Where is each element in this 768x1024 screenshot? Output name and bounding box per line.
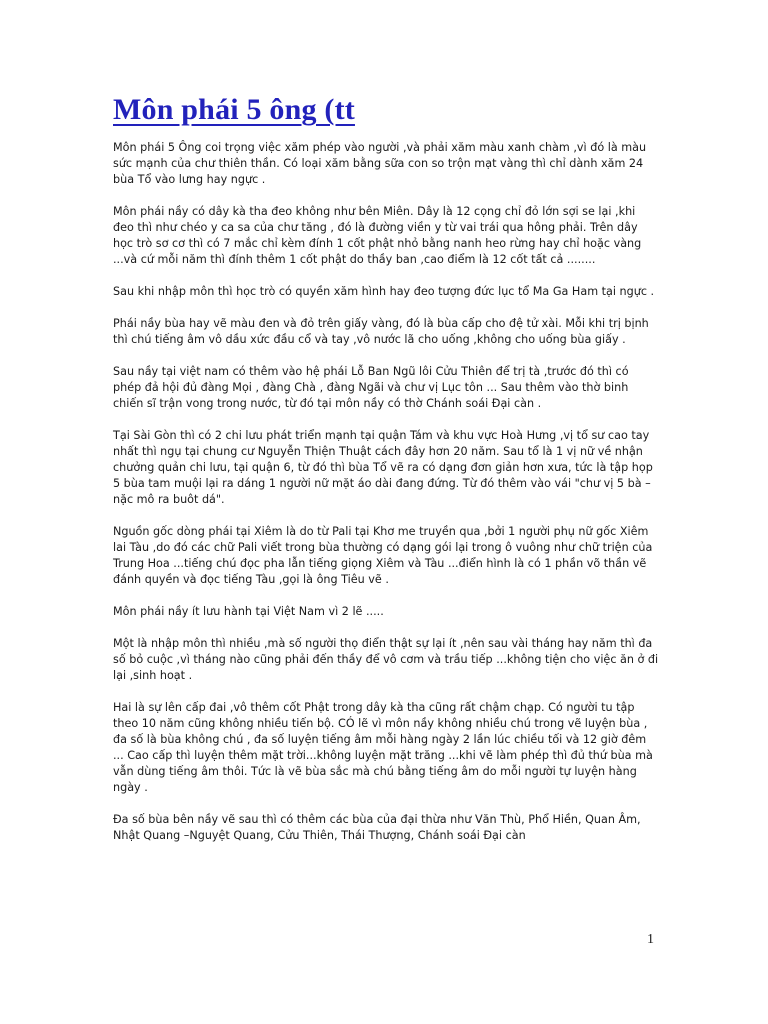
- document-body: [113, 140, 659, 860]
- paragraph: Phái nầy bùa hay vẽ màu đen và đỏ trên giấy vàng, đó là bùa cấp cho đệ tử xài. Mỗi khi trị bịnh thì chú tiếng âm vô dầu xức đầu cổ và tay ,vô nước lã cho uống ,không cho uống bùa giấy .: [113, 317, 649, 346]
- document-title: Môn phái 5 ông (tt: [113, 93, 355, 126]
- paragraph: Hai là sự lên cấp đai ,vô thêm cốt Phật trong dây kà tha cũng rất chậm chạp. Có người tu tập theo 10 năm cũng không nhiều tiến bộ. CÓ lẽ vì môn nầy không nhiều chú trong vẽ luyện bùa , đa số là bùa không chú , đa số luyện tiếng âm mỗi hàng ngày 2 lần lúc chiều tối và 12 giờ đêm ... Cao cấp thì luyện thêm mặt trời...không luyện mặt trăng ...khi vẽ làm phép thì đủ thứ bùa mà vẫn dùng tiếng âm thôi. Tức là vẽ bùa sắc mà chú bằng tiếng âm do mỗi người tự luyện hàng ngày .: [113, 701, 653, 794]
- paragraph: Đa số bùa bên nầy vẽ sau thì có thêm các bùa của đại thừa như Văn Thù, Phổ Hiền, Quan Âm, Nhật Quang –Nguyệt Quang, Cửu Thiên, Thái Thượng, Chánh soái Đại càn: [113, 813, 641, 842]
- page-number: 1: [647, 932, 654, 947]
- paragraph: Sau nầy tại việt nam có thêm vào hệ phái Lỗ Ban Ngũ lôi Cửu Thiên để trị tà ,trước đó thì có phép đả hội đủ đàng Mọi , đàng Chà , đàng Ngãi và chư vị Lục tôn ... Sau thêm vào thờ binh chiến sĩ trận vong trong nước, từ đó tại môn nầy có thờ Chánh soái Đại càn .: [113, 365, 629, 410]
- paragraph: Một là nhập môn thì nhiều ,mà số người thọ điển thật sự lại ít ,nên sau vài tháng hay năm thì đa số bỏ cuộc ,vì tháng nào cũng phải đến thầy để vô cơm và trầu tiếp ...không tiện cho việc ăn ở đi lại ,sinh hoạt .: [113, 637, 659, 682]
- paragraph: Nguồn gốc dòng phái tại Xiêm là do từ Pali tại Khơ me truyền qua ,bởi 1 người phụ nữ gốc Xiêm lai Tàu ,do đó các chữ Pali viết trong bùa thường có dạng gói lại trong ô vuông như chữ triện của Trung Hoa ...tiếng chú đọc pha lẫn tiếng giọng Xiêm và Tàu ...điển hình là có 1 phần võ thần vẽ đánh quyền và đọc tiếng Tàu ,gọi là ông Tiêu vẽ .: [113, 525, 653, 586]
- paragraph: Môn phái nầy có dây kà tha đeo không như bên Miên. Dây là 12 cọng chỉ đỏ lớn sợi se lại ,khi đeo thì như chéo y ca sa của chư tăng , đó là đường viền y từ vai trái qua hông phải. Trên dây học trò sơ cơ thì có 7 mắc chỉ kèm đính 1 cốt phật nhỏ bằng nanh heo rừng hay chỉ hoặc vàng ...và cứ mỗi năm thì đính thêm 1 cốt phật do thầy ban ,cao điểm là 12 cốt tất cả ........: [113, 205, 642, 266]
- paragraph: Sau khi nhập môn thì học trò có quyền xăm hình hay đeo tượng đức lục tổ Ma Ga Ham tại ngực .: [113, 285, 655, 298]
- paragraph: Môn phái 5 Ông coi trọng việc xăm phép vào người ,và phải xăm màu xanh chàm ,vì đó là màu sức mạnh của chư thiên thần. Có loại xăm bằng sữa con so trộn mạt vàng thì chỉ dành xăm 24 bùa Tổ vào lưng hay ngực .: [113, 141, 647, 186]
- paragraph: Tại Sài Gòn thì có 2 chi lưu phát triển mạnh tại quận Tám và khu vực Hoà Hưng ,vị tổ sư cao tay nhất thì ngụ tại chung cư Nguyễn Thiện Thuật cách đây hơn 20 năm. Sau tổ là 1 vị nữ về nhận chưởng quản chi lưu, tại quận 6, từ đó thì bùa Tổ vẽ ra có dạng đơn giản hơn xưa, tức là tập họp 5 bùa tam muội lại ra dáng 1 người nữ mặt áo dài đang đứng. Từ đó thêm vào vái "chư vị 5 bà – nặc mô ra buôt dá".: [113, 429, 653, 506]
- paragraph: Môn phái nầy ít lưu hành tại Việt Nam vì 2 lẽ .....: [113, 605, 384, 618]
